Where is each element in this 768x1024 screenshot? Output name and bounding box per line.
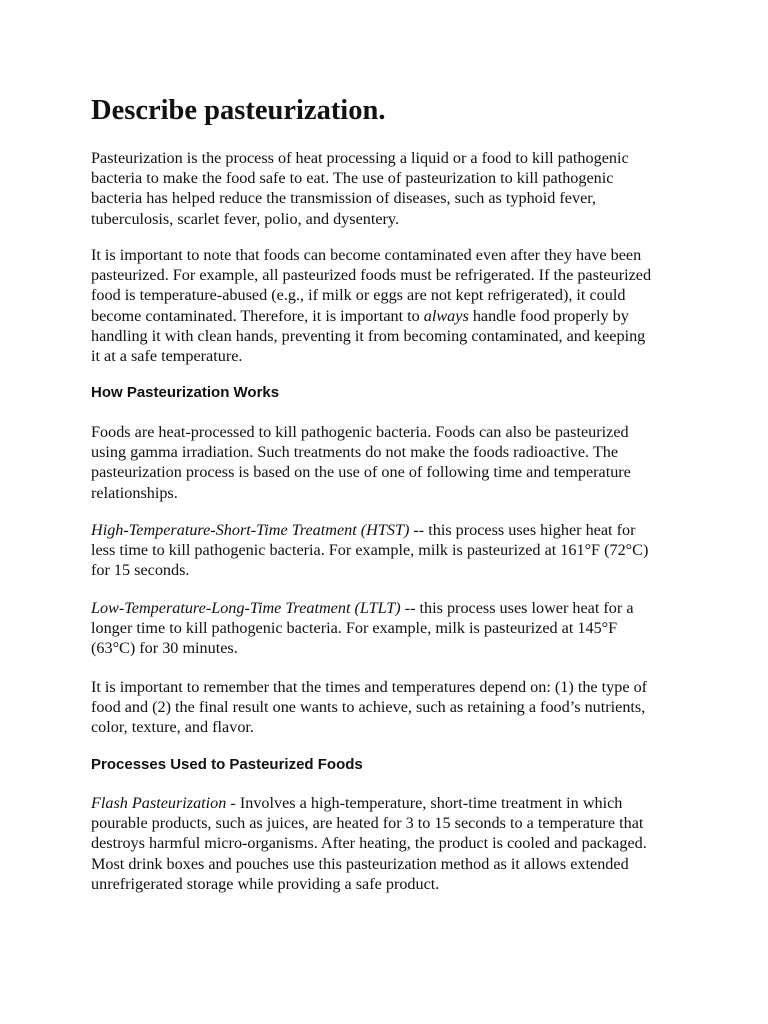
how-line: relationships. — [91, 483, 178, 502]
note-line: pasteurized. For example, all pasteurized foods must be refrigerated. If the pasteurized — [91, 266, 652, 285]
remember-line: It is important to remember that the times and temperatures depend on: (1) the type of — [91, 678, 648, 696]
flash-line — [91, 793, 647, 813]
how-line: using gamma irradiation. Such treatments do not make the foods radioactive. The — [91, 443, 619, 462]
flash-text: - Involves a high-temperature, short-time treatment in which — [226, 794, 623, 812]
note-line: it at a safe temperature. — [91, 347, 243, 366]
emphasis-always: always — [423, 306, 469, 325]
flash-line: pourable products, such as juices, are heated for 3 to 15 seconds to a temperature that — [91, 814, 644, 833]
htst-line: less time to kill pathogenic bacteria. For example, milk is pasteurized at 161°F (72°C) — [91, 541, 649, 560]
ltlt-line: (63°C) for 30 minutes. — [91, 639, 238, 658]
note-text: handle food properly by — [468, 306, 629, 325]
htst-line — [91, 520, 648, 540]
intro-line: bacteria has helped reduce the transmission of diseases, such as typhoid fever, — [91, 189, 597, 208]
document-title: Describe pasteurization. — [91, 95, 386, 126]
flash-paragraph — [91, 793, 647, 894]
ltlt-term: Low-Temperature-Long-Time Treatment (LTLT) — [91, 599, 401, 617]
remember-line: food and (2) the final result one wants to achieve, such as retaining a food’s nutrients, — [91, 698, 646, 717]
note-line: food is temperature-abused (e.g., if milk or eggs are not kept refrigerated), it could — [91, 286, 626, 305]
note-line: It is important to note that foods can become contaminated even after they have been — [91, 246, 642, 264]
flash-line: destroys harmful micro-organisms. After heating, the product is cooled and packaged. — [91, 834, 647, 853]
how-it-works-paragraph — [91, 422, 631, 503]
intro-line: tuberculosis, scarlet fever, polio, and dysentery. — [91, 209, 400, 228]
how-line: Foods are heat-processed to kill pathogenic bacteria. Foods can also be pasteurized — [91, 423, 629, 441]
contamination-note-paragraph — [91, 245, 651, 366]
flash-line: unrefrigerated storage while providing a safe product. — [91, 874, 440, 893]
section-heading-how-it-works: How Pasteurization Works — [91, 384, 280, 401]
htst-text: -- this process uses higher heat for — [409, 521, 636, 539]
how-line: pasteurization process is based on the use of one of following time and temperature — [91, 463, 631, 482]
intro-paragraph — [91, 148, 629, 229]
section-heading-processes: Processes Used to Pasteurized Foods — [91, 756, 363, 773]
ltlt-paragraph — [91, 598, 634, 659]
note-line: handling it with clean hands, preventing it from becoming contaminated, and keeping — [91, 326, 646, 345]
ltlt-line — [91, 598, 634, 618]
htst-paragraph — [91, 520, 648, 581]
remember-line: color, texture, and flavor. — [91, 718, 254, 737]
htst-term: High-Temperature-Short-Time Treatment (HTST) — [91, 521, 410, 539]
note-line — [91, 306, 651, 326]
note-text: become contaminated. Therefore, it is important to — [91, 306, 424, 325]
intro-line: Pasteurization is the process of heat processing a liquid or a food to kill pathogenic — [91, 149, 629, 167]
flash-line: Most drink boxes and pouches use this pasteurization method as it allows extended — [91, 854, 629, 873]
remember-paragraph — [91, 677, 647, 738]
flash-term: Flash Pasteurization — [91, 794, 227, 812]
ltlt-text: -- this process uses lower heat for a — [400, 599, 634, 617]
htst-line: for 15 seconds. — [91, 561, 190, 580]
ltlt-line: longer time to kill pathogenic bacteria. For example, milk is pasteurized at 145°F — [91, 619, 618, 638]
intro-line: bacteria to make the food safe to eat. The use of pasteurization to kill pathogenic — [91, 169, 614, 188]
